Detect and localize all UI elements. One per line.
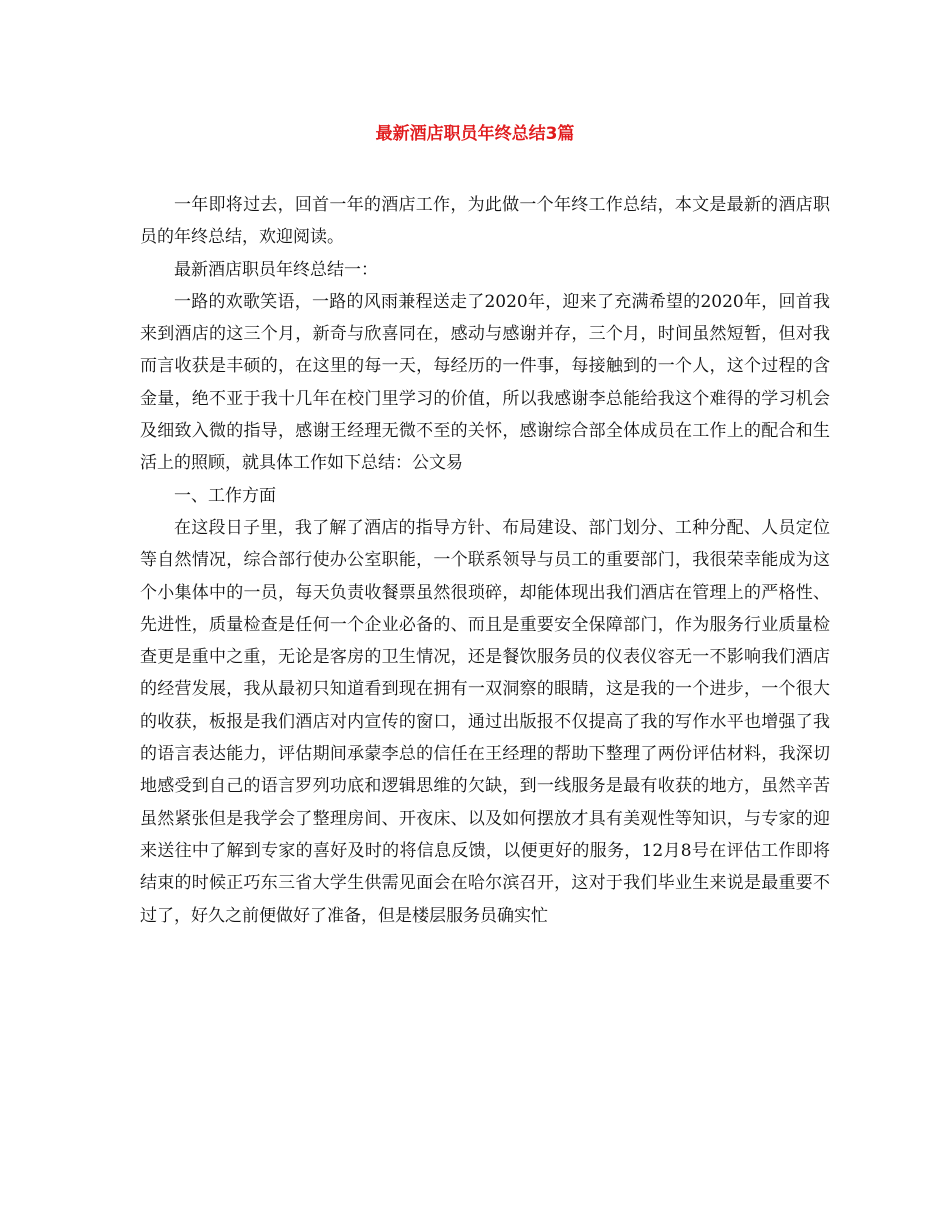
body-paragraph: 一路的欢歌笑语，一路的风雨兼程送走了2020年，迎来了充满希望的2020年，回首我来到酒店的这三个月，新奇与欣喜同在，感动与感谢并存，三个月，时间虽然短暂，但对我而言收获是丰硕的，在这里的每一天，每经历的一件事，每接触到的一个人，这个过程的含金量，绝不亚于我十几年在校门里学习的价值，所以我感谢李总能给我这个难得的学习机会及细致入微的指导，感谢王经理无微不至的关怀，感谢综合部全体成员在工作上的配合和生活上的照顾，就具体工作如下总结：公文易 [140,291,830,474]
intro-paragraph: 一年即将过去，回首一年的酒店工作，为此做一个年终工作总结，本文是最新的酒店职员的年终总结，欢迎阅读。 [140,195,830,248]
document-title: 最新酒店职员年终总结3篇 [375,124,575,144]
subsection-heading: 一、工作方面 [174,485,276,506]
document-body [140,189,830,932]
body-paragraph: 在这段日子里，我了解了酒店的指导方针、布局建设、部门划分、工种分配、人员定位等自然情况，综合部行使办公室职能，一个联系领导与员工的重要部门，我很荣幸能成为这个小集体中的一员，每天负责收餐票虽然很琐碎，却能体现出我们酒店在管理上的严格性、先进性，质量检查是任何一个企业必备的、而且是重要安全保障部门，作为服务行业质量检查更是重中之重，无论是客房的卫生情况，还是餐饮服务员的仪表仪容无一不影响我们酒店的经营发展，我从最初只知道看到现在拥有一双洞察的眼睛，这是我的一个进步，一个很大的收获，板报是我们酒店对内宣传的窗口，通过出版报不仅提高了我的写作水平也增强了我的语言表达能力，评估期间承蒙李总的信任在王经理的帮助下整理了两份评估材料，我深切地感受到自己的语言罗列功底和逻辑思维的欠缺，到一线服务是最有收获的地方，虽然辛苦虽然紧张但是我学会了整理房间、开夜床、以及如何摆放才具有美观性等知识，与专家的迎来送往中了解到专家的喜好及时的将信息反馈，以便更好的服务，12月8号在评估工作即将结束的时候正巧东三省大学生供需见面会在哈尔滨召开，这对于我们毕业生来说是最重要不过了，好久之前便做好了准备，但是楼层服务员确实忙 [140,517,830,926]
section-heading: 最新酒店职员年终总结一： [174,259,378,280]
